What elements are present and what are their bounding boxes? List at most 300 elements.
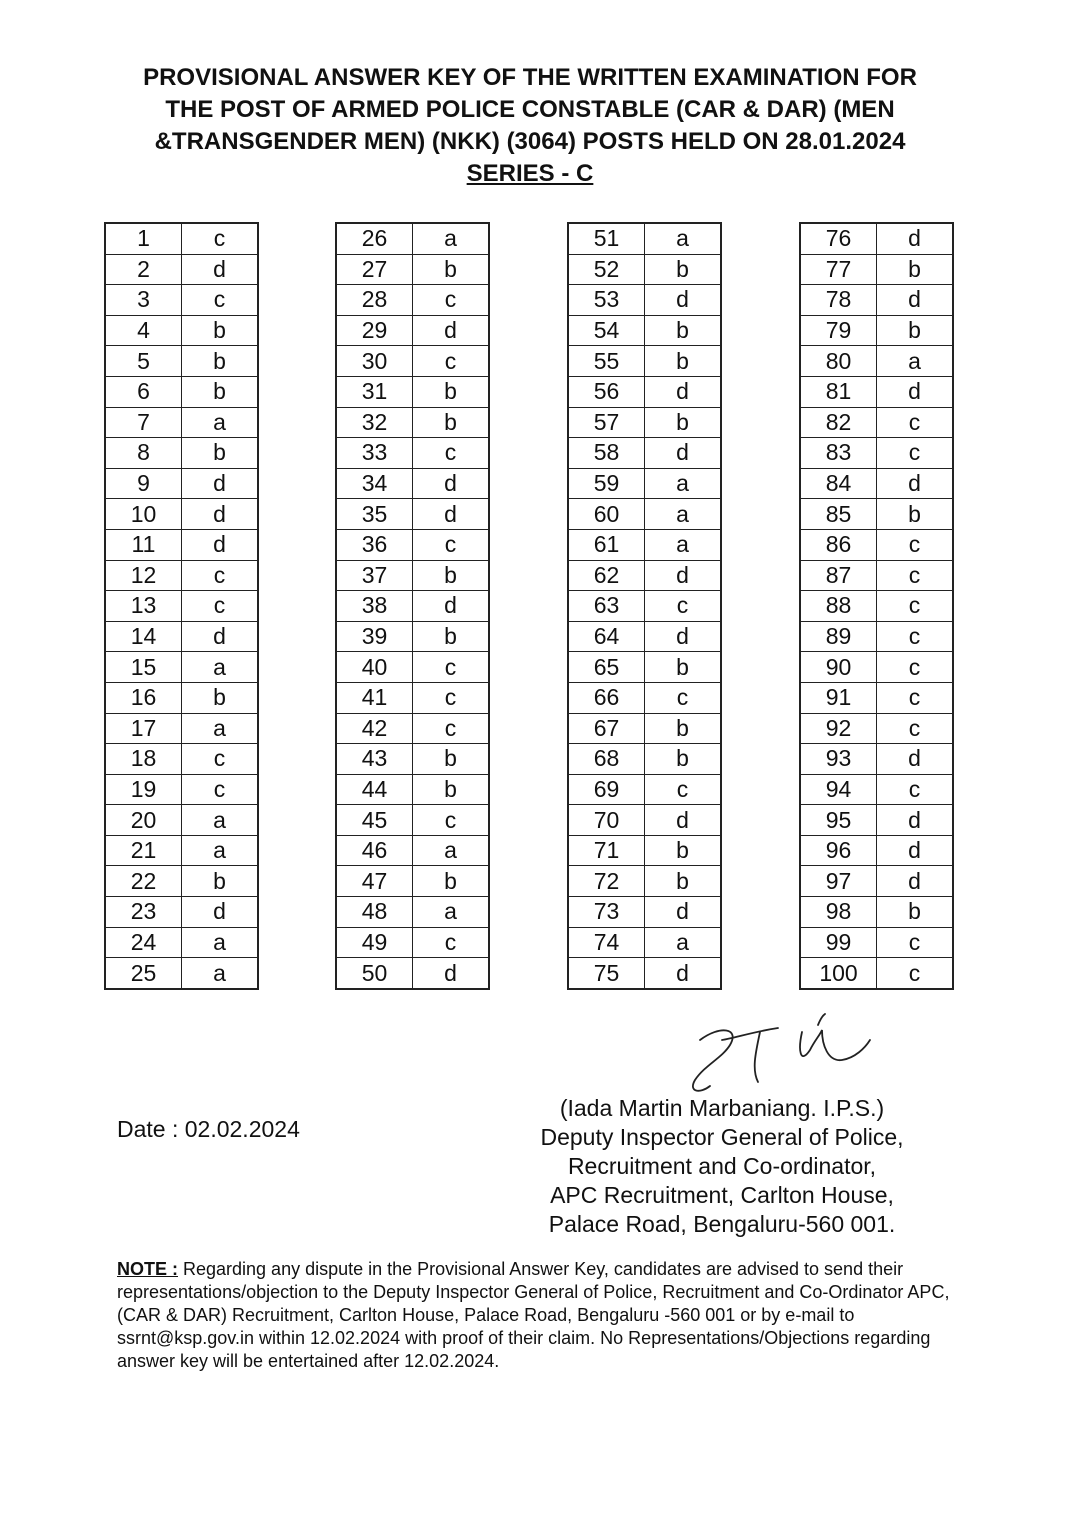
question-number: 18 — [105, 744, 182, 775]
answer-row — [105, 652, 258, 683]
answer-option: a — [413, 897, 490, 928]
question-number: 56 — [568, 376, 645, 407]
answer-option: d — [182, 897, 259, 928]
answer-option: c — [877, 407, 954, 438]
answer-row — [336, 835, 489, 866]
question-number: 57 — [568, 407, 645, 438]
question-number: 98 — [800, 897, 877, 928]
answer-row — [105, 315, 258, 346]
answer-option: c — [413, 682, 490, 713]
answer-row — [800, 468, 953, 499]
answer-row — [336, 407, 489, 438]
question-number: 47 — [336, 866, 413, 897]
answer-row — [336, 866, 489, 897]
question-number: 9 — [105, 468, 182, 499]
question-number: 67 — [568, 713, 645, 744]
answer-option: b — [413, 254, 490, 285]
question-number: 61 — [568, 529, 645, 560]
question-number: 29 — [336, 315, 413, 346]
answer-option: a — [182, 805, 259, 836]
answer-row — [336, 529, 489, 560]
question-number: 24 — [105, 927, 182, 958]
question-number: 97 — [800, 866, 877, 897]
answer-row — [105, 529, 258, 560]
answer-option: d — [182, 468, 259, 499]
answer-option: c — [413, 346, 490, 377]
answer-row — [105, 254, 258, 285]
answer-option: b — [182, 315, 259, 346]
question-number: 7 — [105, 407, 182, 438]
answer-row — [568, 407, 721, 438]
answer-option: b — [645, 744, 722, 775]
answer-row — [800, 866, 953, 897]
answer-row — [105, 744, 258, 775]
answer-option: d — [877, 468, 954, 499]
question-number: 75 — [568, 958, 645, 989]
question-number: 37 — [336, 560, 413, 591]
answer-row — [568, 529, 721, 560]
question-number: 81 — [800, 376, 877, 407]
answer-option: c — [413, 529, 490, 560]
answer-row — [568, 254, 721, 285]
answer-option: a — [645, 499, 722, 530]
answer-option: c — [413, 652, 490, 683]
question-number: 80 — [800, 346, 877, 377]
answer-row — [336, 223, 489, 254]
answer-option: a — [645, 468, 722, 499]
signatory-role: Recruitment and Co-ordinator, — [567, 1153, 877, 1179]
question-number: 27 — [336, 254, 413, 285]
question-number: 68 — [568, 744, 645, 775]
note-paragraph — [117, 1258, 967, 1373]
question-number: 99 — [800, 927, 877, 958]
question-number: 41 — [336, 682, 413, 713]
question-number: 33 — [336, 438, 413, 469]
answer-row — [336, 376, 489, 407]
answer-row — [105, 376, 258, 407]
note-label: NOTE : — [117, 1259, 178, 1279]
question-number: 88 — [800, 591, 877, 622]
question-number: 65 — [568, 652, 645, 683]
question-number: 45 — [336, 805, 413, 836]
question-number: 6 — [105, 376, 182, 407]
answer-option: d — [877, 835, 954, 866]
question-number: 28 — [336, 285, 413, 316]
answer-option: a — [182, 407, 259, 438]
answer-option: b — [182, 866, 259, 897]
answer-option: b — [645, 346, 722, 377]
answer-row — [336, 682, 489, 713]
answer-row — [336, 560, 489, 591]
answer-option: d — [413, 315, 490, 346]
answer-row — [105, 438, 258, 469]
question-number: 55 — [568, 346, 645, 377]
answer-row — [800, 805, 953, 836]
answer-row — [800, 591, 953, 622]
answer-row — [568, 927, 721, 958]
question-number: 49 — [336, 927, 413, 958]
question-number: 54 — [568, 315, 645, 346]
answer-option: c — [877, 652, 954, 683]
answer-option: c — [413, 285, 490, 316]
question-number: 5 — [105, 346, 182, 377]
answer-option: c — [645, 682, 722, 713]
question-number: 8 — [105, 438, 182, 469]
question-number: 89 — [800, 621, 877, 652]
question-number: 42 — [336, 713, 413, 744]
question-number: 74 — [568, 927, 645, 958]
answer-option: c — [182, 774, 259, 805]
answer-row — [105, 835, 258, 866]
answer-option: d — [877, 223, 954, 254]
answer-option: a — [413, 835, 490, 866]
title-line-1: PROVISIONAL ANSWER KEY OF THE WRITTEN EXAMINATION FOR — [143, 64, 917, 91]
answer-row — [568, 285, 721, 316]
answer-option: b — [645, 713, 722, 744]
answer-row — [800, 376, 953, 407]
question-number: 73 — [568, 897, 645, 928]
question-number: 2 — [105, 254, 182, 285]
answer-option: d — [645, 958, 722, 989]
answer-option: b — [645, 866, 722, 897]
question-number: 53 — [568, 285, 645, 316]
answer-row — [568, 223, 721, 254]
question-number: 30 — [336, 346, 413, 377]
answer-option: c — [645, 774, 722, 805]
answer-option: c — [645, 591, 722, 622]
answer-table-4 — [799, 222, 954, 990]
answer-row — [105, 499, 258, 530]
answer-row — [800, 958, 953, 989]
answer-row — [800, 315, 953, 346]
answer-row — [800, 652, 953, 683]
answer-row — [105, 407, 258, 438]
question-number: 39 — [336, 621, 413, 652]
question-number: 63 — [568, 591, 645, 622]
question-number: 84 — [800, 468, 877, 499]
question-number: 44 — [336, 774, 413, 805]
answer-row — [568, 499, 721, 530]
question-number: 52 — [568, 254, 645, 285]
answer-row — [336, 499, 489, 530]
question-number: 11 — [105, 529, 182, 560]
answer-option: b — [182, 376, 259, 407]
question-number: 82 — [800, 407, 877, 438]
answer-row — [568, 621, 721, 652]
answer-option: d — [182, 621, 259, 652]
answer-row — [800, 285, 953, 316]
answer-option: c — [182, 223, 259, 254]
series-label: SERIES - C — [466, 160, 594, 187]
answer-row — [568, 958, 721, 989]
answer-option: c — [877, 682, 954, 713]
answer-row — [105, 223, 258, 254]
question-number: 51 — [568, 223, 645, 254]
answer-row — [336, 468, 489, 499]
question-number: 26 — [336, 223, 413, 254]
answer-row — [800, 774, 953, 805]
answer-row — [336, 927, 489, 958]
answer-row — [568, 774, 721, 805]
question-number: 71 — [568, 835, 645, 866]
answer-option: c — [877, 438, 954, 469]
answer-option: b — [413, 621, 490, 652]
answer-row — [336, 621, 489, 652]
question-number: 48 — [336, 897, 413, 928]
question-number: 31 — [336, 376, 413, 407]
question-number: 16 — [105, 682, 182, 713]
answer-option: d — [645, 621, 722, 652]
answer-option: c — [877, 560, 954, 591]
answer-option: d — [645, 805, 722, 836]
answer-option: a — [413, 223, 490, 254]
answer-table-3 — [567, 222, 722, 990]
question-number: 90 — [800, 652, 877, 683]
answer-row — [336, 346, 489, 377]
question-number: 69 — [568, 774, 645, 805]
question-number: 91 — [800, 682, 877, 713]
answer-option: d — [645, 376, 722, 407]
answer-option: b — [413, 407, 490, 438]
answer-row — [336, 744, 489, 775]
answer-row — [105, 285, 258, 316]
answer-option: c — [877, 529, 954, 560]
note-text: Regarding any dispute in the Provisional Answer Key, candidates are advised to send their representations/objection to the Deputy Inspector General of Police, Recruitment and Co-Ordinator APC, (CAR & DAR) Recruitment, Carlton House, Palace Road, Bengaluru -560 001 or by e-mail to ssrnt@ksp.gov.in within 12.02.2024 with proof of their claim. No Representations/Objections regarding answer key will be entertained after 12.02.2024. — [117, 1259, 950, 1371]
answer-option: d — [877, 285, 954, 316]
answer-option: d — [877, 744, 954, 775]
answer-option: c — [413, 805, 490, 836]
answer-option: d — [413, 958, 490, 989]
signatory-address: Palace Road, Bengaluru-560 001. — [548, 1211, 896, 1237]
question-number: 86 — [800, 529, 877, 560]
question-number: 14 — [105, 621, 182, 652]
answer-option: a — [182, 958, 259, 989]
answer-row — [336, 774, 489, 805]
answer-row — [568, 713, 721, 744]
answer-table-2 — [335, 222, 490, 990]
answer-row — [568, 835, 721, 866]
question-number: 60 — [568, 499, 645, 530]
answer-row — [568, 376, 721, 407]
answer-option: d — [645, 560, 722, 591]
question-number: 94 — [800, 774, 877, 805]
answer-row — [105, 560, 258, 591]
answer-option: a — [877, 346, 954, 377]
answer-row — [105, 591, 258, 622]
answer-option: c — [877, 713, 954, 744]
answer-option: a — [182, 713, 259, 744]
answer-option: a — [645, 927, 722, 958]
answer-row — [800, 621, 953, 652]
answer-option: c — [413, 927, 490, 958]
answer-row — [568, 346, 721, 377]
answer-option: c — [413, 713, 490, 744]
answer-option: b — [413, 560, 490, 591]
answer-row — [336, 315, 489, 346]
answer-row — [336, 591, 489, 622]
answer-row — [105, 774, 258, 805]
answer-option: d — [645, 897, 722, 928]
question-number: 50 — [336, 958, 413, 989]
question-number: 58 — [568, 438, 645, 469]
question-number: 3 — [105, 285, 182, 316]
answer-row — [800, 560, 953, 591]
question-number: 66 — [568, 682, 645, 713]
answer-option: c — [877, 958, 954, 989]
signatory-office: APC Recruitment, Carlton House, — [550, 1182, 894, 1208]
answer-option: d — [877, 805, 954, 836]
answer-row — [800, 835, 953, 866]
question-number: 87 — [800, 560, 877, 591]
answer-option: c — [182, 744, 259, 775]
answer-option: b — [877, 254, 954, 285]
question-number: 38 — [336, 591, 413, 622]
question-number: 19 — [105, 774, 182, 805]
question-number: 1 — [105, 223, 182, 254]
answer-row — [800, 713, 953, 744]
question-number: 10 — [105, 499, 182, 530]
question-number: 20 — [105, 805, 182, 836]
answer-row — [105, 621, 258, 652]
answer-row — [105, 805, 258, 836]
answer-row — [568, 315, 721, 346]
answer-row — [105, 682, 258, 713]
question-number: 100 — [800, 958, 877, 989]
answer-row — [105, 927, 258, 958]
answer-option: c — [877, 927, 954, 958]
answer-option: d — [182, 529, 259, 560]
answer-row — [105, 866, 258, 897]
question-number: 12 — [105, 560, 182, 591]
answer-row — [568, 560, 721, 591]
answer-row — [336, 897, 489, 928]
answer-option: d — [182, 254, 259, 285]
question-number: 95 — [800, 805, 877, 836]
question-number: 79 — [800, 315, 877, 346]
answer-option: a — [182, 927, 259, 958]
answer-option: c — [877, 774, 954, 805]
question-number: 70 — [568, 805, 645, 836]
question-number: 13 — [105, 591, 182, 622]
question-number: 46 — [336, 835, 413, 866]
title-line-3: &TRANSGENDER MEN) (NKK) (3064) POSTS HELD ON 28.01.2024 — [154, 128, 906, 155]
answer-row — [336, 958, 489, 989]
question-number: 96 — [800, 835, 877, 866]
answer-option: d — [413, 468, 490, 499]
question-number: 17 — [105, 713, 182, 744]
question-number: 59 — [568, 468, 645, 499]
answer-row — [336, 254, 489, 285]
answer-row — [800, 927, 953, 958]
question-number: 35 — [336, 499, 413, 530]
answer-option: d — [645, 285, 722, 316]
answer-option: c — [877, 621, 954, 652]
answer-option: d — [877, 866, 954, 897]
answer-option: b — [182, 346, 259, 377]
question-number: 93 — [800, 744, 877, 775]
answer-option: b — [877, 315, 954, 346]
answer-row — [568, 591, 721, 622]
question-number: 76 — [800, 223, 877, 254]
question-number: 62 — [568, 560, 645, 591]
answer-row — [568, 468, 721, 499]
answer-table-1 — [104, 222, 259, 990]
answer-row — [105, 713, 258, 744]
answer-option: b — [182, 438, 259, 469]
question-number: 43 — [336, 744, 413, 775]
answer-row — [568, 744, 721, 775]
question-number: 4 — [105, 315, 182, 346]
question-number: 21 — [105, 835, 182, 866]
answer-row — [800, 499, 953, 530]
answer-row — [800, 744, 953, 775]
question-number: 34 — [336, 468, 413, 499]
signatory-block — [500, 1094, 944, 1239]
question-number: 83 — [800, 438, 877, 469]
answer-option: b — [413, 774, 490, 805]
answer-option: b — [645, 254, 722, 285]
answer-row — [800, 438, 953, 469]
answer-option: b — [645, 407, 722, 438]
question-number: 23 — [105, 897, 182, 928]
question-number: 36 — [336, 529, 413, 560]
answer-row — [105, 346, 258, 377]
answer-row — [568, 438, 721, 469]
question-number: 92 — [800, 713, 877, 744]
signatory-designation: Deputy Inspector General of Police, — [540, 1124, 904, 1150]
answer-option: d — [413, 591, 490, 622]
answer-option: c — [877, 591, 954, 622]
answer-option: b — [645, 835, 722, 866]
answer-row — [800, 682, 953, 713]
answer-option: b — [645, 652, 722, 683]
answer-option: d — [182, 499, 259, 530]
answer-option: a — [645, 529, 722, 560]
answer-option: a — [645, 223, 722, 254]
issue-date: Date : 02.02.2024 — [117, 1116, 300, 1142]
answer-option: c — [413, 438, 490, 469]
answer-option: b — [413, 866, 490, 897]
answer-row — [568, 866, 721, 897]
answer-row — [800, 529, 953, 560]
answer-option: d — [413, 499, 490, 530]
answer-row — [105, 897, 258, 928]
answer-row — [800, 897, 953, 928]
answer-option: a — [182, 835, 259, 866]
answer-row — [568, 652, 721, 683]
answer-row — [336, 652, 489, 683]
question-number: 85 — [800, 499, 877, 530]
answer-option: b — [877, 499, 954, 530]
question-number: 64 — [568, 621, 645, 652]
answer-row — [105, 468, 258, 499]
question-number: 77 — [800, 254, 877, 285]
question-number: 32 — [336, 407, 413, 438]
answer-row — [568, 805, 721, 836]
answer-row — [800, 407, 953, 438]
answer-option: a — [182, 652, 259, 683]
question-number: 78 — [800, 285, 877, 316]
answer-row — [336, 438, 489, 469]
answer-row — [800, 223, 953, 254]
answer-option: c — [182, 285, 259, 316]
answer-option: d — [877, 376, 954, 407]
answer-option: c — [182, 591, 259, 622]
answer-option: b — [413, 376, 490, 407]
document-title — [60, 62, 1000, 158]
answer-option: b — [413, 744, 490, 775]
answer-option: c — [182, 560, 259, 591]
